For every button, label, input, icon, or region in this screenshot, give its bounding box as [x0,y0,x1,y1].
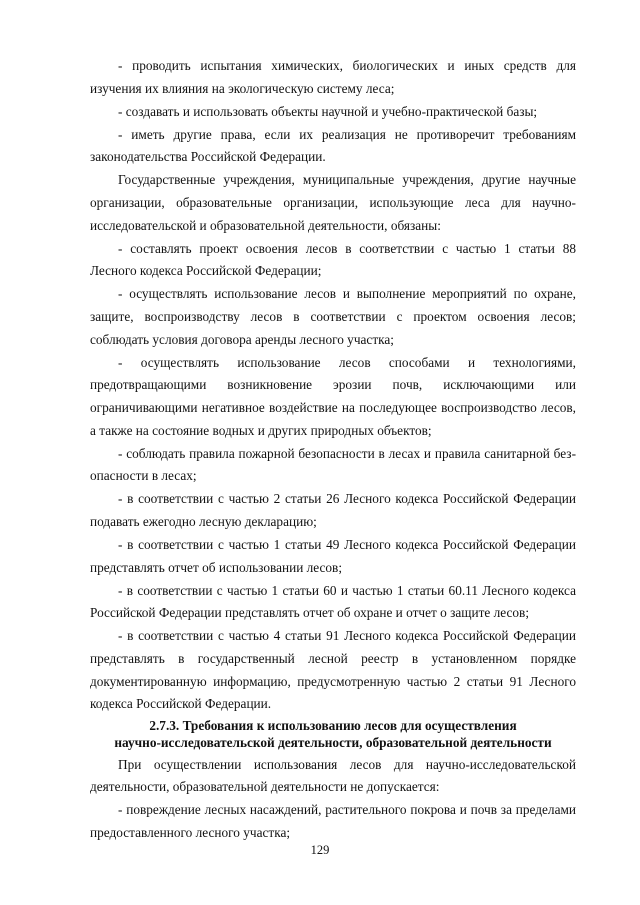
paragraph-obligations-intro: Государственные учреждения, муниципальные учреждения, другие научные организации, образовательные организации, использующие леса для научно-исследовательской и образовательной деятельности, обязаны: [90,172,576,233]
paragraph-protection-report: - в соответствии с частью 1 статьи 60 и частью 1 статьи 60.11 Лесного кодекса Российской Федерации представлять отчет об охране и отчет о защите лесов; [90,582,576,621]
paragraph-create-objects: - создавать и использовать объекты научной и учебно-практической базы; [118,103,538,119]
page-number: 129 [310,843,330,857]
paragraph-forest-project: - составлять проект освоения лесов в соответствии с частью 1 статьи 88 Лесного кодекса Российской Федерации; [90,240,576,279]
paragraph-prohibitions-intro: При осуществлении использования лесов для научно-исследовательской деятельности, образовательной деятельности не допускается: [90,756,576,795]
section-heading-line-2: научно-исследовательской деятельности, образовательной деятельности [114,734,552,750]
paragraph-forest-protection: - осуществлять использование лесов и выполнение мероприятий по охране, защите, воспроизводству лесов в соответствии с проектом освоения лесов; соблюдать условия договора аренды лесного участка; [90,286,576,347]
section-heading [90,717,576,751]
paragraph-damage-prohibition: - повреждение лесных насаждений, растительного покрова и почв за пределами предоставленного лесного участка; [90,802,576,840]
paragraph-forest-declaration: - в соответствии с частью 2 статьи 26 Лесного кодекса Российской Федерации подавать ежегодно лесную декларацию; [90,491,576,529]
page-body [90,55,576,845]
paragraph-fire-safety: - соблюдать правила пожарной безопасности в лесах и правила санитарной безопасности в лесах; [90,445,576,484]
paragraph-usage-report: - в соответствии с частью 1 статьи 49 Лесного кодекса Российской Федерации представлять отчет об использовании лесов; [90,536,576,575]
paragraph-test-chemicals: - проводить испытания химических, биологических и иных средств для изучения их влияния на экологическую систему леса; [90,58,576,96]
paragraph-erosion-prevention: - осуществлять использование лесов способами и технологиями, предотвращающими возникновение эрозии почв, исключающими или ограничивающими негативное воздействие на последующее воспроизводство лесов, а также на состояние водных и других природных объектов; [90,354,576,438]
paragraph-other-rights: - иметь другие права, если их реализация не противоречит требованиям законодательства Российской Федерации. [90,126,576,165]
section-heading-line-1: 2.7.3. Требования к использованию лесов для осуществления [149,717,517,733]
paragraph-forest-registry: - в соответствии с частью 4 статьи 91 Лесного кодекса Российской Федерации представлять в государственный лесной реестр в установленном порядке документированную информацию, предусмотренную частью 2 статьи 91 Лесного кодекса Российской Федерации. [90,628,576,712]
